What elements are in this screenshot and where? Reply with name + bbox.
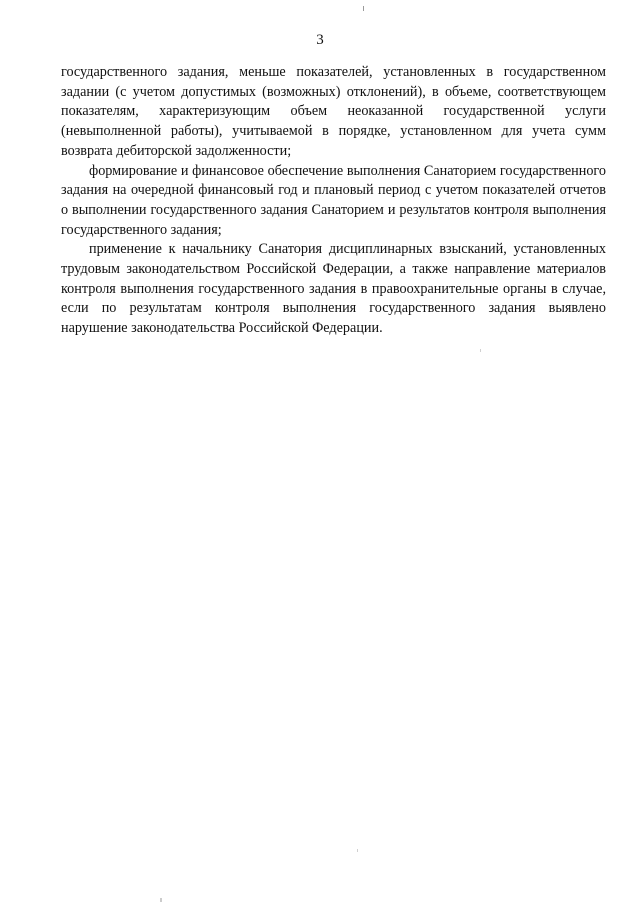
- paragraph-financing: формирование и финансовое обеспечение выполнения Санаторием государственного задания на очередной финансовый год и плановый период с учетом показателей отчетов о выполнении государственного задания Санаторием и результатов контроля выполнения государственного задания;: [61, 162, 606, 238]
- scan-mark: [480, 349, 481, 352]
- scan-mark: [160, 898, 162, 902]
- scan-mark: [357, 849, 358, 852]
- paragraph-continuation: государственного задания, меньше показателей, установленных в государственном задании (с учетом допустимых (возможных) отклонений), в объеме, соответствующем показателям, характеризующим объем неоказанной государственной услуги (невыполненной работы), учитываемой в порядке, установленном для учета сумм возврата дебиторской задолженности;: [61, 64, 606, 159]
- paragraph-disciplinary: применение к начальнику Санатория дисциплинарных взысканий, установленных трудовым законодательством Российской Федерации, а также направление материалов контроля выполнения государственного задания в правоохранительные органы в случае, если по результатам контроля выполнения государственного задания выявлено нарушение законодательства Российской Федерации.: [61, 241, 606, 337]
- document-body: [61, 63, 606, 339]
- scan-mark: [363, 6, 364, 11]
- page-number: 3: [316, 32, 324, 48]
